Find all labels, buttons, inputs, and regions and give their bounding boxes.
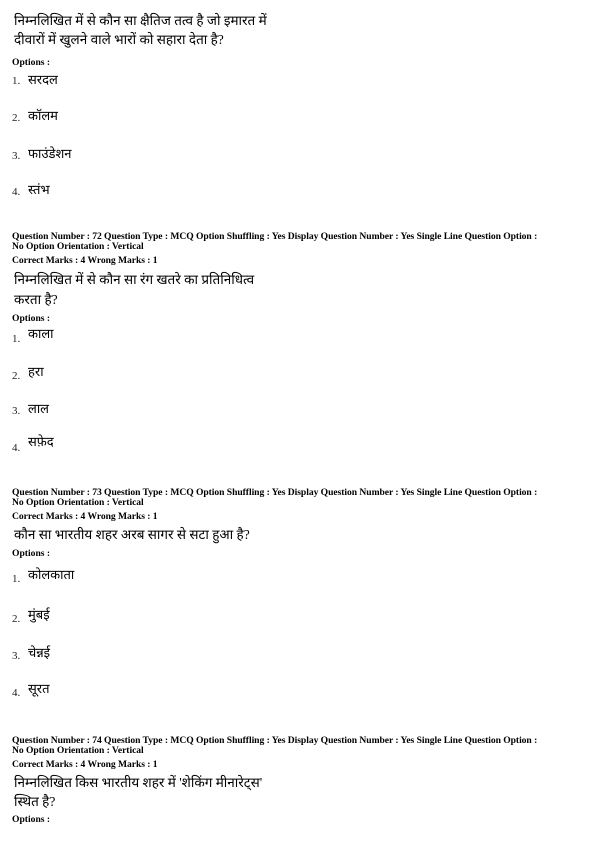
question-73-meta-line1: Question Number : 73 Question Type : MCQ Option Shuffling : Yes Display Question Number : Yes Single Line Question Option :: [12, 487, 538, 498]
question-71-text-line2: दीवारों में खुलने वाले भारों को सहारा देता है?: [14, 32, 224, 47]
question-72-meta-line1: Question Number : 72 Question Type : MCQ Option Shuffling : Yes Display Question Number : Yes Single Line Question Option :: [12, 231, 538, 242]
question-73-option-1: कोलकाता: [28, 567, 75, 582]
question-71-option-2-number: 2.: [12, 112, 21, 124]
question-71-option-2: कॉलम: [28, 108, 58, 123]
question-71-option-1: सरदल: [28, 72, 58, 87]
question-72-option-3: लाल: [28, 401, 49, 416]
question-72-text-line1: निम्नलिखित में से कौन सा रंग खतरे का प्रतिनिधित्व: [14, 272, 255, 287]
question-73-option-3: चेन्नई: [28, 645, 51, 660]
question-73-option-2-number: 2.: [12, 613, 21, 625]
question-74-options-label: Options :: [12, 814, 51, 825]
question-72-meta-line2: No Option Orientation : Vertical: [12, 241, 144, 252]
question-73-option-4: सूरत: [28, 681, 50, 696]
question-74-meta-line1: Question Number : 74 Question Type : MCQ Option Shuffling : Yes Display Question Number : Yes Single Line Question Option :: [12, 735, 538, 746]
question-72-text-line2: करता है?: [14, 292, 58, 307]
question-73-marks: Correct Marks : 4 Wrong Marks : 1: [12, 511, 158, 522]
question-74-text-line2: स्थित है?: [14, 794, 56, 809]
question-73-option-1-number: 1.: [12, 573, 21, 585]
question-73-meta-line2: No Option Orientation : Vertical: [12, 497, 144, 508]
question-74-meta-line2: No Option Orientation : Vertical: [12, 745, 144, 756]
question-72-option-4: सफ़ेद: [28, 434, 54, 449]
question-71-option-1-number: 1.: [12, 75, 21, 87]
question-72-option-4-number: 4.: [12, 442, 21, 454]
question-71-option-4: स्तंभ: [28, 182, 50, 197]
question-72-option-2-number: 2.: [12, 370, 21, 382]
question-71-option-4-number: 4.: [12, 186, 21, 198]
question-73-option-2: मुंबई: [28, 607, 50, 622]
question-71-option-3: फाउंडेशन: [28, 146, 72, 161]
question-72-option-3-number: 3.: [12, 405, 21, 417]
question-74-marks: Correct Marks : 4 Wrong Marks : 1: [12, 759, 158, 770]
question-74-text-line1: निम्नलिखित किस भारतीय शहर में 'शेकिंग मीनारेट्स': [14, 775, 263, 790]
question-73-options-label: Options :: [12, 548, 51, 559]
question-73-option-3-number: 3.: [12, 650, 21, 662]
question-72-option-1-number: 1.: [12, 333, 21, 345]
question-73-option-4-number: 4.: [12, 687, 21, 699]
question-72-option-1: काला: [28, 326, 54, 341]
question-72-options-label: Options :: [12, 313, 51, 324]
question-73-text-line1: कौन सा भारतीय शहर अरब सागर से सटा हुआ है?: [14, 527, 250, 542]
question-72-marks: Correct Marks : 4 Wrong Marks : 1: [12, 255, 158, 266]
question-71-option-3-number: 3.: [12, 150, 21, 162]
question-71-text-line1: निम्नलिखित में से कौन सा क्षैतिज तत्व है जो इमारत में: [14, 13, 267, 28]
question-72-option-2: हरा: [28, 364, 44, 379]
question-71-options-label: Options :: [12, 57, 51, 68]
